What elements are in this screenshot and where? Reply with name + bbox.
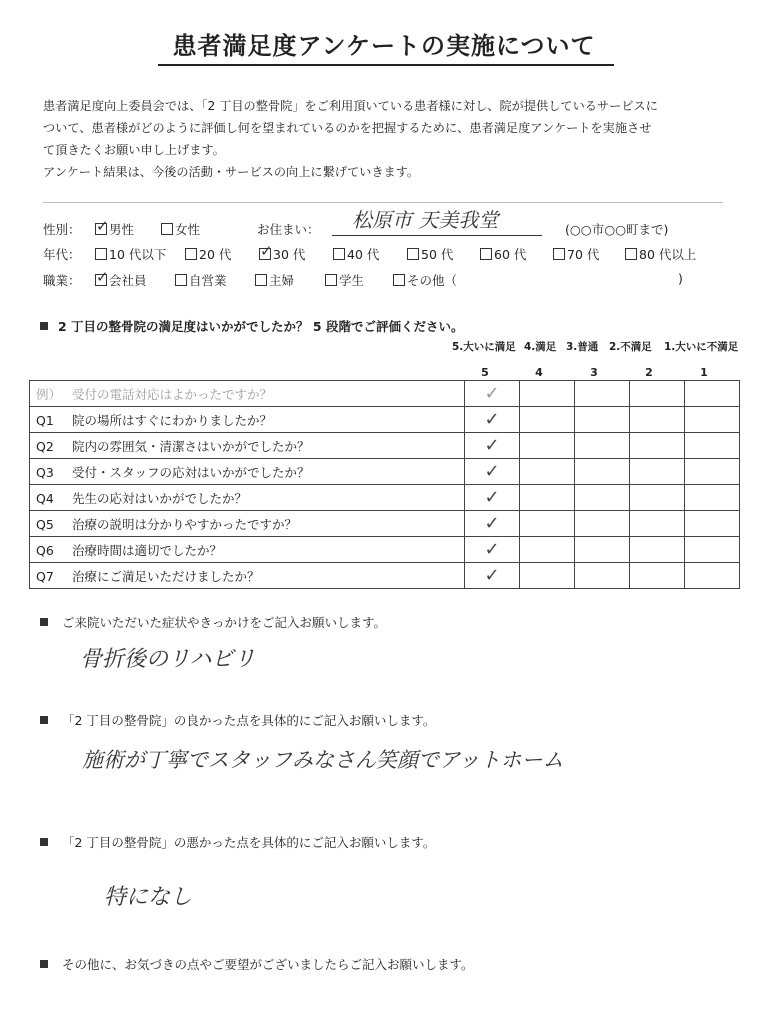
- residence-handwriting[interactable]: 松原市 天美我堂: [352, 208, 499, 232]
- scale-label: 2.不満足: [609, 341, 652, 353]
- bullet-square-icon: [40, 838, 48, 846]
- gender-option-male[interactable]: [95, 220, 134, 238]
- rating-cell[interactable]: [575, 537, 630, 563]
- option-label: 80 代以上: [639, 247, 697, 262]
- question-text: 受付・スタッフの応対はいかがでしたか？: [72, 464, 310, 480]
- option-label: 20 代: [199, 247, 232, 262]
- question-id: Q3: [36, 464, 54, 480]
- question-cell: [30, 459, 465, 485]
- question-cell: [30, 511, 465, 537]
- rating-cell[interactable]: [465, 433, 520, 459]
- occupation-close-paren: ): [678, 271, 683, 286]
- gender-label: 性別：: [43, 222, 81, 237]
- question-prompt: 「2 丁目の整骨院」の悪かった点を具体的にご記入お願いします。: [62, 835, 436, 850]
- option-label: 70 代: [567, 247, 600, 262]
- checkbox[interactable]: [407, 248, 419, 260]
- bullet-square-icon: [40, 322, 48, 330]
- table-row: [30, 407, 740, 433]
- rating-cell[interactable]: [520, 433, 575, 459]
- checkbox[interactable]: [175, 274, 187, 286]
- rating-cell[interactable]: [685, 407, 740, 433]
- question-id: Q2: [36, 438, 54, 454]
- question-text: 治療の説明は分かりやすかったですか？: [72, 516, 298, 532]
- rating-cell[interactable]: [575, 433, 630, 459]
- check-mark-icon: ✓: [484, 461, 500, 482]
- bullet-square-icon: [40, 960, 48, 968]
- rating-cell[interactable]: [520, 381, 575, 407]
- question-text: 受付の電話対応はよかったですか？: [72, 386, 273, 402]
- option-label: 40 代: [347, 247, 380, 262]
- rating-cell[interactable]: [630, 381, 685, 407]
- check-mark-icon: ✓: [484, 487, 500, 508]
- occupation-row: [43, 271, 743, 291]
- scale-label: 1.大いに不満足: [664, 341, 739, 353]
- option-label: 30 代: [273, 247, 306, 262]
- satisfaction-heading-text: 2 丁目の整骨院の満足度はいかがでしたか？ 5 段階でご評価ください。: [58, 319, 464, 334]
- answer-handwriting[interactable]: 特になし: [104, 885, 193, 910]
- question-id: Q1: [36, 412, 54, 428]
- age-option[interactable]: [407, 245, 453, 263]
- occupation-option[interactable]: [95, 271, 147, 289]
- check-mark-icon: ✓: [484, 409, 500, 430]
- column-number: 1: [700, 366, 708, 379]
- option-label: 自営業: [189, 273, 227, 288]
- question-id: Q5: [36, 516, 54, 532]
- question-prompt: その他に、お気づきの点やご要望がございましたらご記入お願いします。: [62, 957, 474, 972]
- occupation-option[interactable]: [255, 271, 294, 289]
- question-id: Q7: [36, 568, 54, 584]
- rating-cell[interactable]: [520, 511, 575, 537]
- rating-cell[interactable]: [685, 459, 740, 485]
- option-label: 女性: [175, 222, 201, 237]
- scale-label: 5.大いに満足: [452, 341, 516, 353]
- question-bad-points: [40, 833, 435, 851]
- question-id: 例）: [36, 386, 62, 402]
- bullet-square-icon: [40, 716, 48, 724]
- column-number: 2: [645, 366, 653, 379]
- bullet-square-icon: [40, 618, 48, 626]
- scale-label: 4.満足: [524, 341, 557, 353]
- rating-cell[interactable]: [630, 537, 685, 563]
- check-mark-icon: ✓: [484, 513, 500, 534]
- question-cell: [30, 407, 465, 433]
- age-option[interactable]: [259, 245, 305, 263]
- rating-cell[interactable]: [685, 381, 740, 407]
- rating-cell[interactable]: [465, 511, 520, 537]
- checkbox[interactable]: [480, 248, 492, 260]
- table-row: [30, 511, 740, 537]
- rating-cell[interactable]: [465, 537, 520, 563]
- rating-cell[interactable]: [520, 485, 575, 511]
- check-mark-icon: ✓: [484, 539, 500, 560]
- age-option[interactable]: [95, 245, 166, 263]
- column-number: 5: [481, 366, 489, 379]
- option-label: 学生: [339, 273, 365, 288]
- checkbox-checked[interactable]: [259, 248, 271, 260]
- age-option[interactable]: [625, 245, 696, 263]
- column-number: 4: [535, 366, 543, 379]
- rating-cell[interactable]: [630, 407, 685, 433]
- rating-cell[interactable]: [630, 459, 685, 485]
- occupation-option[interactable]: [325, 271, 364, 289]
- age-label: 年代：: [43, 247, 81, 262]
- option-label: 60 代: [494, 247, 527, 262]
- rating-cell[interactable]: [465, 381, 520, 407]
- table-row: [30, 563, 740, 589]
- question-text: 先生の応対はいかがでしたか？: [72, 490, 248, 506]
- age-option[interactable]: [553, 245, 599, 263]
- checkbox-checked[interactable]: [95, 274, 107, 286]
- question-text: 院内の雰囲気・清潔さはいかがでしたか？: [72, 438, 310, 454]
- intro-line: ついて、患者様がどのように評価し何を望まれているのかを把握するために、患者満足度アンケートを実施させ: [43, 121, 652, 135]
- age-option[interactable]: [185, 245, 231, 263]
- option-label: 主婦: [269, 273, 295, 288]
- occupation-label: 職業：: [43, 273, 81, 288]
- question-cell: [30, 381, 465, 407]
- intro-line: て頂きたくお願い申し上げます。: [43, 143, 225, 157]
- rating-cell[interactable]: [685, 563, 740, 589]
- table-row: [30, 433, 740, 459]
- check-mark-icon: ✓: [484, 435, 500, 456]
- age-option[interactable]: [480, 245, 526, 263]
- check-mark-icon: ✓: [484, 565, 500, 586]
- scale-label: 3.普通: [566, 341, 599, 353]
- rating-cell[interactable]: [685, 433, 740, 459]
- question-id: Q6: [36, 542, 54, 558]
- rating-cell[interactable]: [575, 407, 630, 433]
- rating-cell[interactable]: [465, 563, 520, 589]
- intro-line: 患者満足度向上委員会では、「2 丁目の整骨院」をご利用頂いている患者様に対し、院が提供しているサービスに: [43, 99, 658, 113]
- age-option[interactable]: [333, 245, 379, 263]
- option-label: 会社員: [109, 273, 147, 288]
- rating-cell[interactable]: [630, 511, 685, 537]
- table-row: [30, 485, 740, 511]
- rating-cell[interactable]: [630, 563, 685, 589]
- rating-cell[interactable]: [465, 485, 520, 511]
- page-title: 患者満足度アンケートの実施について: [172, 32, 596, 60]
- question-prompt: 「2 丁目の整骨院」の良かった点を具体的にご記入お願いします。: [62, 713, 436, 728]
- rating-cell[interactable]: [575, 459, 630, 485]
- question-good-points: [40, 711, 435, 729]
- question-text: 治療にご満足いただけましたか？: [72, 568, 260, 584]
- checkbox[interactable]: [161, 223, 173, 235]
- rating-cell[interactable]: [520, 407, 575, 433]
- check-mark-icon: ✓: [484, 383, 500, 404]
- checkbox[interactable]: [393, 274, 405, 286]
- table-row: [30, 459, 740, 485]
- question-prompt: ご来院いただいた症状やきっかけをご記入お願いします。: [62, 615, 387, 630]
- title-underline: [158, 64, 614, 66]
- rating-cell[interactable]: [685, 537, 740, 563]
- satisfaction-table: [29, 380, 740, 589]
- option-label: 男性: [109, 222, 135, 237]
- checkbox[interactable]: [625, 248, 637, 260]
- option-label: その他（: [407, 273, 458, 288]
- question-text: 院の場所はすぐにわかりましたか？: [72, 412, 273, 428]
- age-row: [43, 245, 743, 265]
- rating-cell[interactable]: [520, 537, 575, 563]
- column-number: 3: [590, 366, 598, 379]
- rating-cell[interactable]: [685, 485, 740, 511]
- residence-hint: (○○市○○町まで): [565, 222, 669, 237]
- checkbox[interactable]: [95, 248, 107, 260]
- question-text: 治療時間は適切でしたか？: [72, 542, 223, 558]
- example-row: [30, 381, 740, 407]
- answer-handwriting[interactable]: 施術が丁寧でスタッフみなさん笑顔でアットホーム: [82, 748, 564, 772]
- question-symptom: [40, 613, 386, 631]
- question-cell: [30, 485, 465, 511]
- checkbox-checked[interactable]: [95, 223, 107, 235]
- question-other: [40, 955, 474, 973]
- rating-cell[interactable]: [575, 381, 630, 407]
- rating-cell[interactable]: [575, 511, 630, 537]
- rating-cell[interactable]: [520, 459, 575, 485]
- section-divider: [43, 202, 723, 203]
- question-id: Q4: [36, 490, 54, 506]
- question-cell: [30, 537, 465, 563]
- checkbox[interactable]: [553, 248, 565, 260]
- intro-text: [43, 95, 743, 183]
- question-cell: [30, 433, 465, 459]
- option-label: 50 代: [421, 247, 454, 262]
- checkbox[interactable]: [255, 274, 267, 286]
- rating-cell[interactable]: [575, 563, 630, 589]
- rating-cell[interactable]: [465, 459, 520, 485]
- checkbox[interactable]: [325, 274, 337, 286]
- question-cell: [30, 563, 465, 589]
- table-row: [30, 537, 740, 563]
- answer-handwriting[interactable]: 骨折後のリハビリ: [80, 647, 256, 672]
- rating-cell[interactable]: [630, 485, 685, 511]
- checkbox[interactable]: [185, 248, 197, 260]
- occupation-option-other[interactable]: [393, 271, 457, 289]
- checkbox[interactable]: [333, 248, 345, 260]
- rating-cell[interactable]: [465, 407, 520, 433]
- rating-cell[interactable]: [630, 433, 685, 459]
- rating-cell[interactable]: [685, 511, 740, 537]
- residence-underline: [332, 235, 542, 236]
- occupation-option[interactable]: [175, 271, 227, 289]
- intro-line: アンケート結果は、今後の活動・サービスの向上に繋げていきます。: [43, 165, 420, 179]
- residence-label: お住まい：: [257, 222, 320, 237]
- rating-cell[interactable]: [575, 485, 630, 511]
- option-label: 10 代以下: [109, 247, 167, 262]
- satisfaction-heading: [40, 317, 463, 335]
- gender-option-female[interactable]: [161, 220, 200, 238]
- rating-cell[interactable]: [520, 563, 575, 589]
